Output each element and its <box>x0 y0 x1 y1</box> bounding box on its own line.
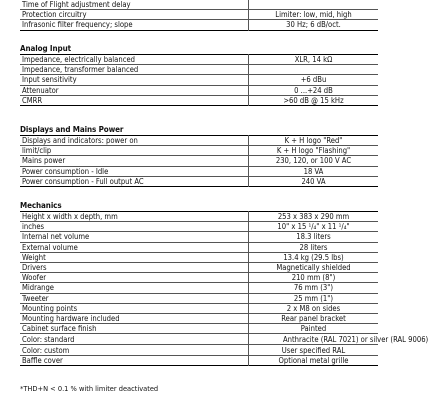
row-label: Displays and indicators: power on <box>20 136 249 146</box>
table-row <box>20 65 378 75</box>
row-value: +6 dBu <box>249 75 379 85</box>
section-title: Displays and Mains Power <box>20 125 124 134</box>
row-label: Tweeter <box>20 293 249 303</box>
table-row <box>20 242 378 252</box>
table-row <box>20 55 378 65</box>
table-row <box>20 273 378 283</box>
row-value: Painted <box>249 324 379 334</box>
table-row <box>20 252 378 262</box>
table-row <box>20 136 378 146</box>
table-row <box>20 10 378 20</box>
row-value: 76 mm (3") <box>249 283 379 293</box>
table-row <box>20 176 378 186</box>
row-value: 10" x 15 ¹/₄" x 11 ¹/₄" <box>249 222 379 232</box>
table-row <box>20 232 378 242</box>
spec-table-top <box>20 0 378 31</box>
row-label: Impedance, transformer balanced <box>20 65 249 75</box>
row-value: User specified RAL <box>249 345 379 355</box>
row-label: Height x width x depth, mm <box>20 212 249 222</box>
row-value: 240 VA <box>301 176 326 186</box>
section-analog-input <box>20 44 378 106</box>
row-label: Weight <box>20 252 249 262</box>
row-value: 28 liters <box>249 242 379 252</box>
row-label: inches <box>20 222 249 232</box>
row-label: Mains power <box>20 156 249 166</box>
table-row <box>20 75 378 85</box>
row-label: Impedance, electrically balanced <box>20 55 249 65</box>
table-row <box>20 222 378 232</box>
footnote: *THD+N < 0.1 % with limiter deactivated <box>20 384 159 393</box>
row-value: K + H logo "Flashing" <box>249 146 379 156</box>
section-title: Analog Input <box>20 44 71 53</box>
table-row <box>20 85 378 95</box>
row-label: Infrasonic filter frequency; slope <box>20 20 249 30</box>
section-displays-mains <box>20 125 378 187</box>
row-label: Baffle cover <box>20 355 249 365</box>
row-label: Drivers <box>20 262 249 272</box>
table-row <box>20 313 378 323</box>
row-label: Attenuator <box>20 85 249 95</box>
row-value: Optional metal grille <box>278 355 349 365</box>
section-top <box>20 0 378 31</box>
row-label: Time of Flight adjustment delay <box>20 0 249 10</box>
table-row <box>20 212 378 222</box>
table-row <box>20 262 378 272</box>
section-mechanics <box>20 201 428 366</box>
row-value: 30 Hz; 6 dB/oct. <box>286 20 341 30</box>
table-row <box>20 166 378 176</box>
row-value: 230, 120, or 100 V AC <box>249 156 379 166</box>
row-value: 2 x M8 on sides <box>249 303 379 313</box>
spec-table-mechanics <box>20 211 428 366</box>
row-value: 0 ...+24 dB <box>249 85 379 95</box>
section-title: Mechanics <box>20 201 62 210</box>
spec-table-analog <box>20 54 378 106</box>
row-label: Color: standard <box>20 334 249 345</box>
row-value: Rear panel bracket <box>249 313 379 323</box>
row-value <box>249 65 379 75</box>
table-row <box>20 324 378 334</box>
table-row <box>20 303 378 313</box>
row-label: Color: custom <box>20 345 249 355</box>
row-label: Protection circuitry <box>20 10 249 20</box>
row-value: Anthracite (RAL 7021) or silver (RAL 9006) <box>249 334 379 345</box>
table-row <box>20 20 378 30</box>
row-value: XLR, 14 kΩ <box>249 55 379 65</box>
row-label: limit/clip <box>20 146 249 156</box>
row-value: 18 VA <box>249 166 379 176</box>
row-label: Woofer <box>20 273 249 283</box>
spec-table-displays <box>20 135 378 187</box>
row-value: 253 x 383 x 290 mm <box>249 212 379 222</box>
row-label: Cabinet surface finish <box>20 324 249 334</box>
row-value: Limiter: low, mid, high <box>249 10 379 20</box>
table-row <box>20 156 378 166</box>
table-row <box>20 95 378 105</box>
row-label: Power consumption - Idle <box>20 166 249 176</box>
row-label: Mounting points <box>20 303 249 313</box>
table-row <box>20 293 378 303</box>
row-label: External volume <box>20 242 249 252</box>
row-value: 210 mm (8") <box>249 273 379 283</box>
row-value: 13.4 kg (29.5 lbs) <box>249 252 379 262</box>
row-value: >60 dB @ 15 kHz <box>283 95 344 105</box>
row-value <box>249 0 379 10</box>
table-row <box>20 146 378 156</box>
row-value: 18.3 liters <box>249 232 379 242</box>
row-label: CMRR <box>20 95 249 105</box>
row-label: Internal net volume <box>20 232 249 242</box>
row-label: Mounting hardware included <box>20 313 249 323</box>
table-row <box>20 334 378 345</box>
row-label: Midrange <box>20 283 249 293</box>
row-value: K + H logo "Red" <box>249 136 379 146</box>
row-value: 25 mm (1") <box>249 293 379 303</box>
table-row <box>20 283 378 293</box>
table-row <box>20 355 378 365</box>
row-label: Power consumption - Full output AC <box>20 176 249 186</box>
table-row <box>20 0 378 10</box>
row-label: Input sensitivity <box>20 75 249 85</box>
row-value: Magnetically shielded <box>249 262 379 272</box>
table-row <box>20 345 378 355</box>
